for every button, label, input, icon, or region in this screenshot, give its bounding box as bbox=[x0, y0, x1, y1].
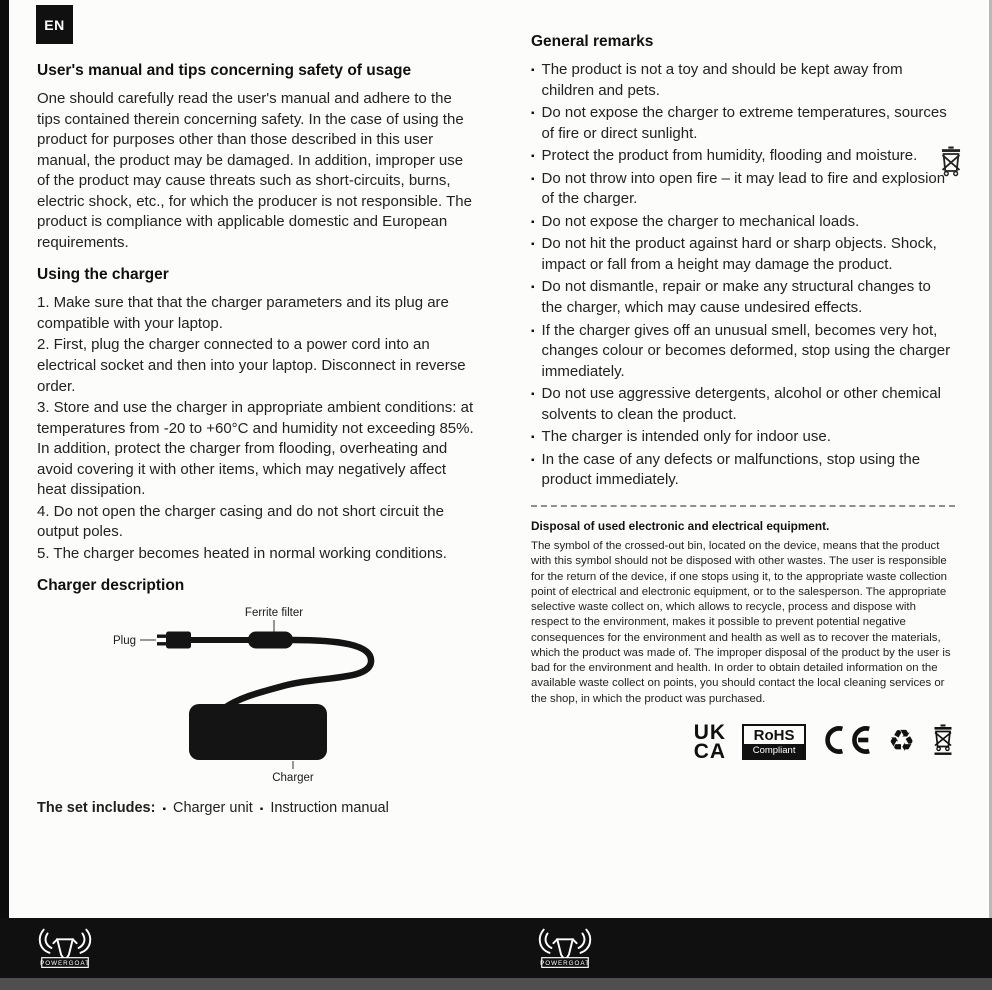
cable bbox=[223, 640, 371, 709]
remark-text: The product is not a toy and should be kept away from children and pets. bbox=[541, 61, 903, 99]
list-item bbox=[531, 234, 955, 275]
ferrite-filter-label: Ferrite filter bbox=[244, 607, 304, 620]
set-includes-row bbox=[37, 799, 475, 816]
list-item: 4. Do not open the charger casing and do not short circuit the output poles. bbox=[37, 502, 444, 541]
bullet-icon: ▪ bbox=[531, 216, 535, 228]
bullet-icon: ▪ bbox=[259, 804, 264, 816]
charger-description-heading: Charger description bbox=[37, 577, 185, 595]
left-column bbox=[37, 62, 475, 816]
disposal-paragraph: The symbol of the crossed-out bin, located on the device, means that the product with this symbol should not be disposed with other wastes. The user is responsible for the return of the device, if one stops using it, to the appropriate waste collection point of electrical and electronic equipment, or to the salesperson. The appropriate selective waste collect on, which allows to recycle, process and dispose with respect to the environment, makes it possible to prevent potential negative consequences for the environment and health as well as to recover the materials, which the product was made of. The improper disposal of the product by the user is bad for the environment and health. In order to obtain detailed information on the available waste collect on points, you should contact the local cleaning services or the shop, in which the product was purchased. bbox=[531, 539, 951, 705]
list-item bbox=[531, 60, 955, 101]
bullet-icon: ▪ bbox=[531, 389, 535, 401]
list-item bbox=[531, 169, 955, 210]
weee-bin-icon bbox=[938, 146, 964, 185]
remark-text: Do not throw into open fire – it may lead to fire and explosion of the charger. bbox=[541, 169, 946, 208]
bullet-icon: ▪ bbox=[531, 173, 535, 185]
bullet-icon: ▪ bbox=[531, 432, 535, 444]
set-includes-label: The set includes: bbox=[37, 800, 156, 817]
powergoat-wordmark: POWERGOAT bbox=[40, 959, 90, 967]
bullet-icon: ▪ bbox=[531, 65, 535, 76]
plug-label: Plug bbox=[112, 635, 136, 648]
list-item: 2. First, plug the charger connected to a power cord into an electrical socket and then into your laptop. Disconnect in reverse order. bbox=[37, 336, 466, 395]
footer-bottom-strip bbox=[0, 978, 992, 990]
remark-text: Do not expose the charger to mechanical loads. bbox=[541, 212, 860, 230]
list-item bbox=[531, 427, 955, 448]
list-item bbox=[531, 103, 955, 144]
list-item bbox=[531, 384, 955, 425]
bullet-icon: ▪ bbox=[531, 282, 535, 294]
remark-text: If the charger gives off an unusual smell, becomes very hot, changes colour or becomes deformed, stop using the charger immediately. bbox=[541, 321, 951, 380]
rohs-badge bbox=[742, 724, 806, 760]
disposal-heading: Disposal of used electronic and electrical equipment. bbox=[531, 518, 830, 533]
ce-mark bbox=[822, 724, 872, 761]
right-column bbox=[531, 33, 955, 762]
list-item bbox=[531, 321, 955, 383]
remark-text: Do not dismantle, repair or make any structural changes to the charger, which may cause undesired effects. bbox=[541, 278, 931, 317]
remark-text: In the case of any defects or malfunctions, stop using the product immediately. bbox=[541, 450, 921, 489]
weee-bin-icon bbox=[931, 724, 955, 761]
set-item: Instruction manual bbox=[270, 800, 389, 817]
compliance-badges bbox=[531, 723, 955, 762]
list-item: 5. The charger becomes heated in normal working conditions. bbox=[37, 544, 447, 562]
using-charger-heading: Using the charger bbox=[37, 266, 169, 284]
dashed-divider bbox=[531, 505, 955, 507]
remark-text: Do not hit the product against hard or sharp objects. Shock, impact or fall from a height may damage the product. bbox=[541, 235, 937, 273]
recycling-icon: ♻ bbox=[888, 725, 915, 759]
list-item bbox=[531, 277, 955, 318]
language-badge-label: EN bbox=[44, 16, 65, 33]
plug-prong bbox=[157, 643, 167, 646]
ukca-line1: UK bbox=[693, 721, 727, 745]
manual-title: User's manual and tips concerning safety of usage bbox=[37, 62, 412, 79]
bullet-icon: ▪ bbox=[531, 239, 535, 251]
footer-band bbox=[0, 918, 992, 978]
remark-text: Do not use aggressive detergents, alcohol or other chemical solvents to clean the product. bbox=[541, 385, 941, 423]
page-left-edge bbox=[0, 0, 9, 990]
bullet-icon: ▪ bbox=[162, 804, 166, 816]
general-remarks-heading: General remarks bbox=[531, 33, 654, 50]
bullet-icon: ▪ bbox=[531, 108, 535, 120]
powergoat-logo bbox=[534, 925, 596, 976]
powergoat-wordmark: POWERGOAT bbox=[540, 959, 590, 967]
bullet-icon: ▪ bbox=[531, 151, 535, 163]
general-remarks-list bbox=[531, 60, 955, 491]
plug-prong bbox=[157, 635, 167, 638]
bullet-icon: ▪ bbox=[531, 454, 535, 466]
rohs-label: RoHS bbox=[753, 727, 795, 745]
usage-steps-list bbox=[37, 293, 475, 564]
list-item bbox=[531, 450, 955, 491]
charger-diagram bbox=[37, 604, 475, 789]
powergoat-logo bbox=[34, 925, 96, 976]
bullet-icon: ▪ bbox=[531, 325, 535, 337]
set-item: Charger unit bbox=[173, 800, 253, 817]
list-item: 1. Make sure that that the charger parameters and its plug are compatible with your laptop. bbox=[37, 294, 449, 332]
remark-text: The charger is intended only for indoor use. bbox=[541, 428, 831, 446]
plug-body bbox=[166, 632, 191, 649]
charger-label: Charger bbox=[272, 772, 314, 785]
language-badge bbox=[36, 5, 73, 44]
charger-brick bbox=[189, 704, 327, 760]
list-item bbox=[531, 212, 955, 233]
intro-paragraph: One should carefully read the user's manual and adhere to the tips contained therein concerning safety. In the case of using the product for purposes other than those described in this user manual, the product may be damaged. In addition, improper use of the product may cause threats such as short-circuits, burns, electric shock, etc., for which the producer is not responsible. The product is compliance with applicable domestic and European requirements. bbox=[37, 90, 472, 251]
list-item bbox=[531, 146, 955, 167]
ukca-line2: CA bbox=[693, 740, 727, 764]
remark-text: Do not expose the charger to extreme temperatures, sources of fire or direct sunlight. bbox=[541, 104, 947, 142]
ukca-mark bbox=[694, 723, 726, 762]
list-item: 3. Store and use the charger in appropriate ambient conditions: at temperatures from -20 to +60°C and humidity not exceeding 85%. In addition, protect the charger from flooding, overheating and avoid covering it with other items, which may negatively affect heat dissipation. bbox=[37, 399, 474, 499]
remark-text: Protect the product from humidity, flooding and moisture. bbox=[541, 147, 918, 165]
ferrite-filter bbox=[248, 632, 293, 649]
rohs-compliant-label: Compliant bbox=[744, 744, 804, 758]
